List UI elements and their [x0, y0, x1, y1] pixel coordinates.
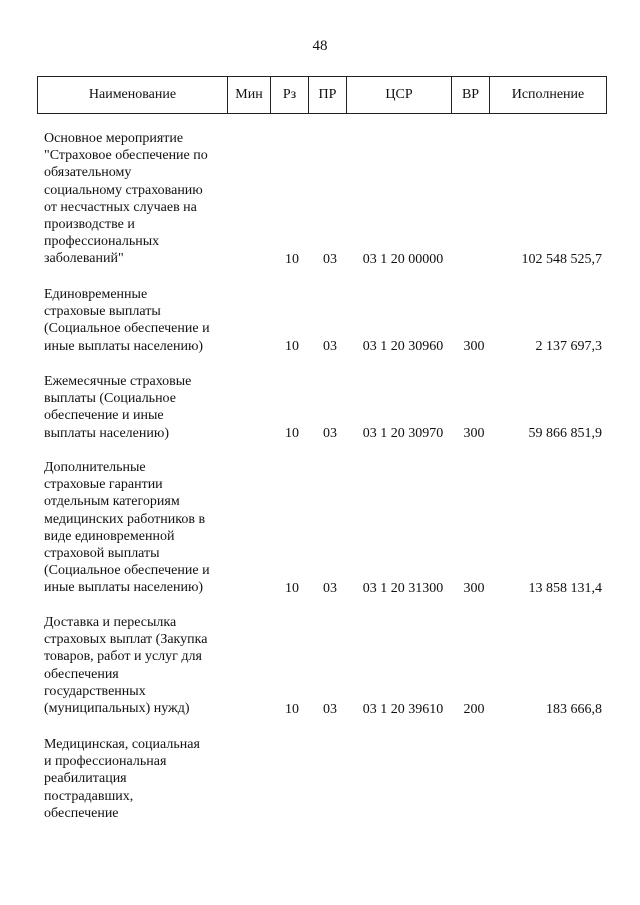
- row-isp: 183 666,8: [546, 702, 602, 717]
- row-csr: 03 1 20 30970: [362, 426, 444, 441]
- row-pr: 03: [323, 702, 337, 717]
- row-pr: 03: [323, 339, 337, 354]
- row-pr: 03: [323, 252, 337, 267]
- row-name: Доставка и пересылка страховых выплат (Закупка товаров, работ и услуг для обеспечения государственных (муниципальных) нужд): [44, 615, 208, 717]
- row-name: Основное мероприятие "Страховое обеспечение по обязательному социальному страхованию от несчастных случаев на производстве и профессиональных заболеваний": [44, 131, 208, 267]
- row-vr: 300: [463, 339, 485, 354]
- row-csr: 03 1 20 30960: [362, 339, 444, 354]
- header-pr: ПР: [309, 77, 347, 114]
- table-header: [37, 76, 607, 114]
- row-rz: 10: [285, 252, 299, 267]
- row-isp: 2 137 697,3: [535, 339, 602, 354]
- header-vr: ВР: [452, 77, 490, 114]
- row-name: Дополнительные страховые гарантии отдельным категориям медицинских работников в виде единовременной страховой выплаты (Социальное обеспечение и иные выплаты населению): [44, 460, 210, 596]
- header-rz: Рз: [271, 77, 309, 114]
- row-rz: 10: [285, 702, 299, 717]
- row-isp: 102 548 525,7: [521, 252, 602, 267]
- row-rz: 10: [285, 339, 299, 354]
- header-name: Наименование: [38, 77, 228, 114]
- row-name: Ежемесячные страховые выплаты (Социальное обеспечение и иные выплаты населению): [44, 374, 192, 441]
- row-isp: 59 866 851,9: [528, 426, 602, 441]
- row-vr: 300: [463, 581, 485, 596]
- row-rz: 10: [285, 581, 299, 596]
- row-isp: 13 858 131,4: [528, 581, 602, 596]
- row-csr: 03 1 20 00000: [362, 252, 444, 267]
- page-number: 48: [312, 38, 328, 54]
- row-name: Медицинская, социальная и профессиональная реабилитация пострадавших, обеспечение: [44, 737, 200, 821]
- row-csr: 03 1 20 39610: [362, 702, 444, 717]
- row-vr: 200: [463, 702, 485, 717]
- row-vr: 300: [463, 426, 485, 441]
- row-pr: 03: [323, 581, 337, 596]
- row-pr: 03: [323, 426, 337, 441]
- header-csr: ЦСР: [347, 77, 452, 114]
- row-name: Единовременные страховые выплаты (Социальное обеспечение и иные выплаты населению): [44, 287, 210, 354]
- header-min: Мин: [228, 77, 271, 114]
- row-csr: 03 1 20 31300: [362, 581, 444, 596]
- header-isp: Исполнение: [490, 77, 607, 114]
- row-rz: 10: [285, 426, 299, 441]
